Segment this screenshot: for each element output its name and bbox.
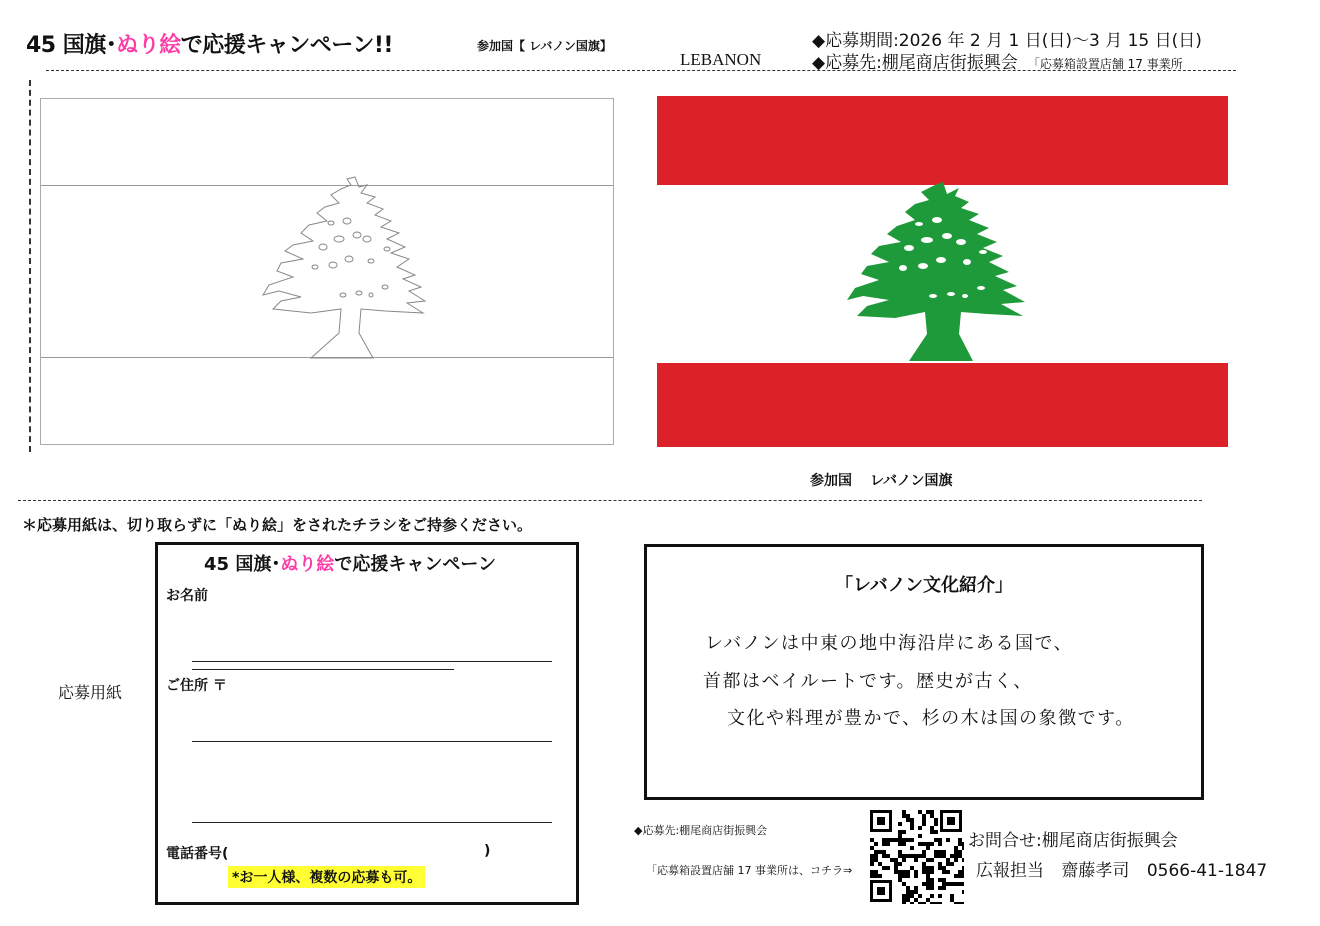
- contact-organization: お問合せ:棚尾商店街振興会: [968, 831, 1178, 851]
- postal-mark: 〒: [212, 678, 227, 694]
- country-name-english: LEBANON: [680, 50, 762, 69]
- footer-destination: ◆応募先:棚尾商店街振興会: [634, 824, 768, 837]
- contact-details: [976, 856, 1267, 881]
- name-field-line[interactable]: [192, 661, 552, 662]
- contact-phone: 0566-41-1847: [1146, 861, 1268, 881]
- header-divider: [46, 70, 1236, 71]
- cut-line-vertical: [29, 80, 31, 452]
- name-label: お名前: [166, 588, 208, 604]
- destination-detail: 「応募箱設置店舗 17 事業所: [1027, 57, 1183, 71]
- address-field-line-1[interactable]: [192, 741, 552, 742]
- title-suffix: で応援キャンペーン!!: [180, 33, 393, 58]
- cut-line-horizontal: [18, 500, 1202, 501]
- contact-name: 齋藤孝司: [1061, 861, 1130, 881]
- flag-caption: [810, 470, 952, 490]
- contact-role: 広報担当: [976, 861, 1044, 881]
- title-prefix: 45 国旗･: [26, 33, 117, 58]
- entry-form: [155, 542, 579, 905]
- form-title-suffix: で応援キャンペーン: [334, 554, 496, 575]
- campaign-title: [26, 28, 393, 59]
- phone-label: 電話番号(: [166, 846, 229, 862]
- cedar-tree-icon: [657, 96, 1228, 447]
- entry-note: *お一人様、複数の応募も可。: [228, 866, 425, 888]
- culture-line-2: 首都はベイルートです。歴史が古く、: [703, 671, 1033, 692]
- entry-form-title: [204, 550, 496, 576]
- form-title-highlight: ぬり絵: [280, 554, 335, 575]
- address-field-line-2[interactable]: [192, 822, 552, 823]
- cedar-outline-icon: [41, 99, 615, 446]
- phone-close-paren: ): [484, 843, 491, 859]
- address-label-text: ご住所: [166, 678, 208, 694]
- qr-code-icon[interactable]: [868, 808, 964, 904]
- culture-intro-box: [644, 544, 1204, 800]
- lebanon-flag: [657, 96, 1228, 447]
- entry-form-label: 応募用紙: [58, 683, 123, 702]
- notice-text: ＊応募用紙は、切り取らずに「ぬり絵」をされたチラシをご持参ください。: [22, 516, 533, 534]
- caption-label: 参加国: [810, 473, 852, 489]
- name-field-underline: [192, 669, 454, 670]
- culture-line-1: レバノンは中東の地中海沿岸にある国で、: [705, 633, 1074, 654]
- participant-country-small: 参加国【 レバノン国旗】: [477, 39, 612, 53]
- coloring-flag-outline: [40, 98, 614, 445]
- culture-title: 「レバノン文化紹介」: [834, 575, 1014, 596]
- destination-name: ◆応募先:棚尾商店街振興会: [812, 53, 1018, 73]
- footer-shops-pointer: 「応募箱設置店舗 17 事業所は、コチラ⇒: [646, 864, 853, 877]
- culture-line-3: 文化や料理が豊かで、杉の木は国の象徴です。: [727, 708, 1135, 729]
- title-highlight: ぬり絵: [116, 33, 181, 58]
- caption-country: レバノン国旗: [870, 473, 953, 489]
- entry-period: ◆応募期間:2026 年 2 月 1 日(日)～3 月 15 日(日): [812, 31, 1202, 51]
- address-label: [166, 675, 227, 695]
- form-title-prefix: 45 国旗･: [204, 554, 281, 575]
